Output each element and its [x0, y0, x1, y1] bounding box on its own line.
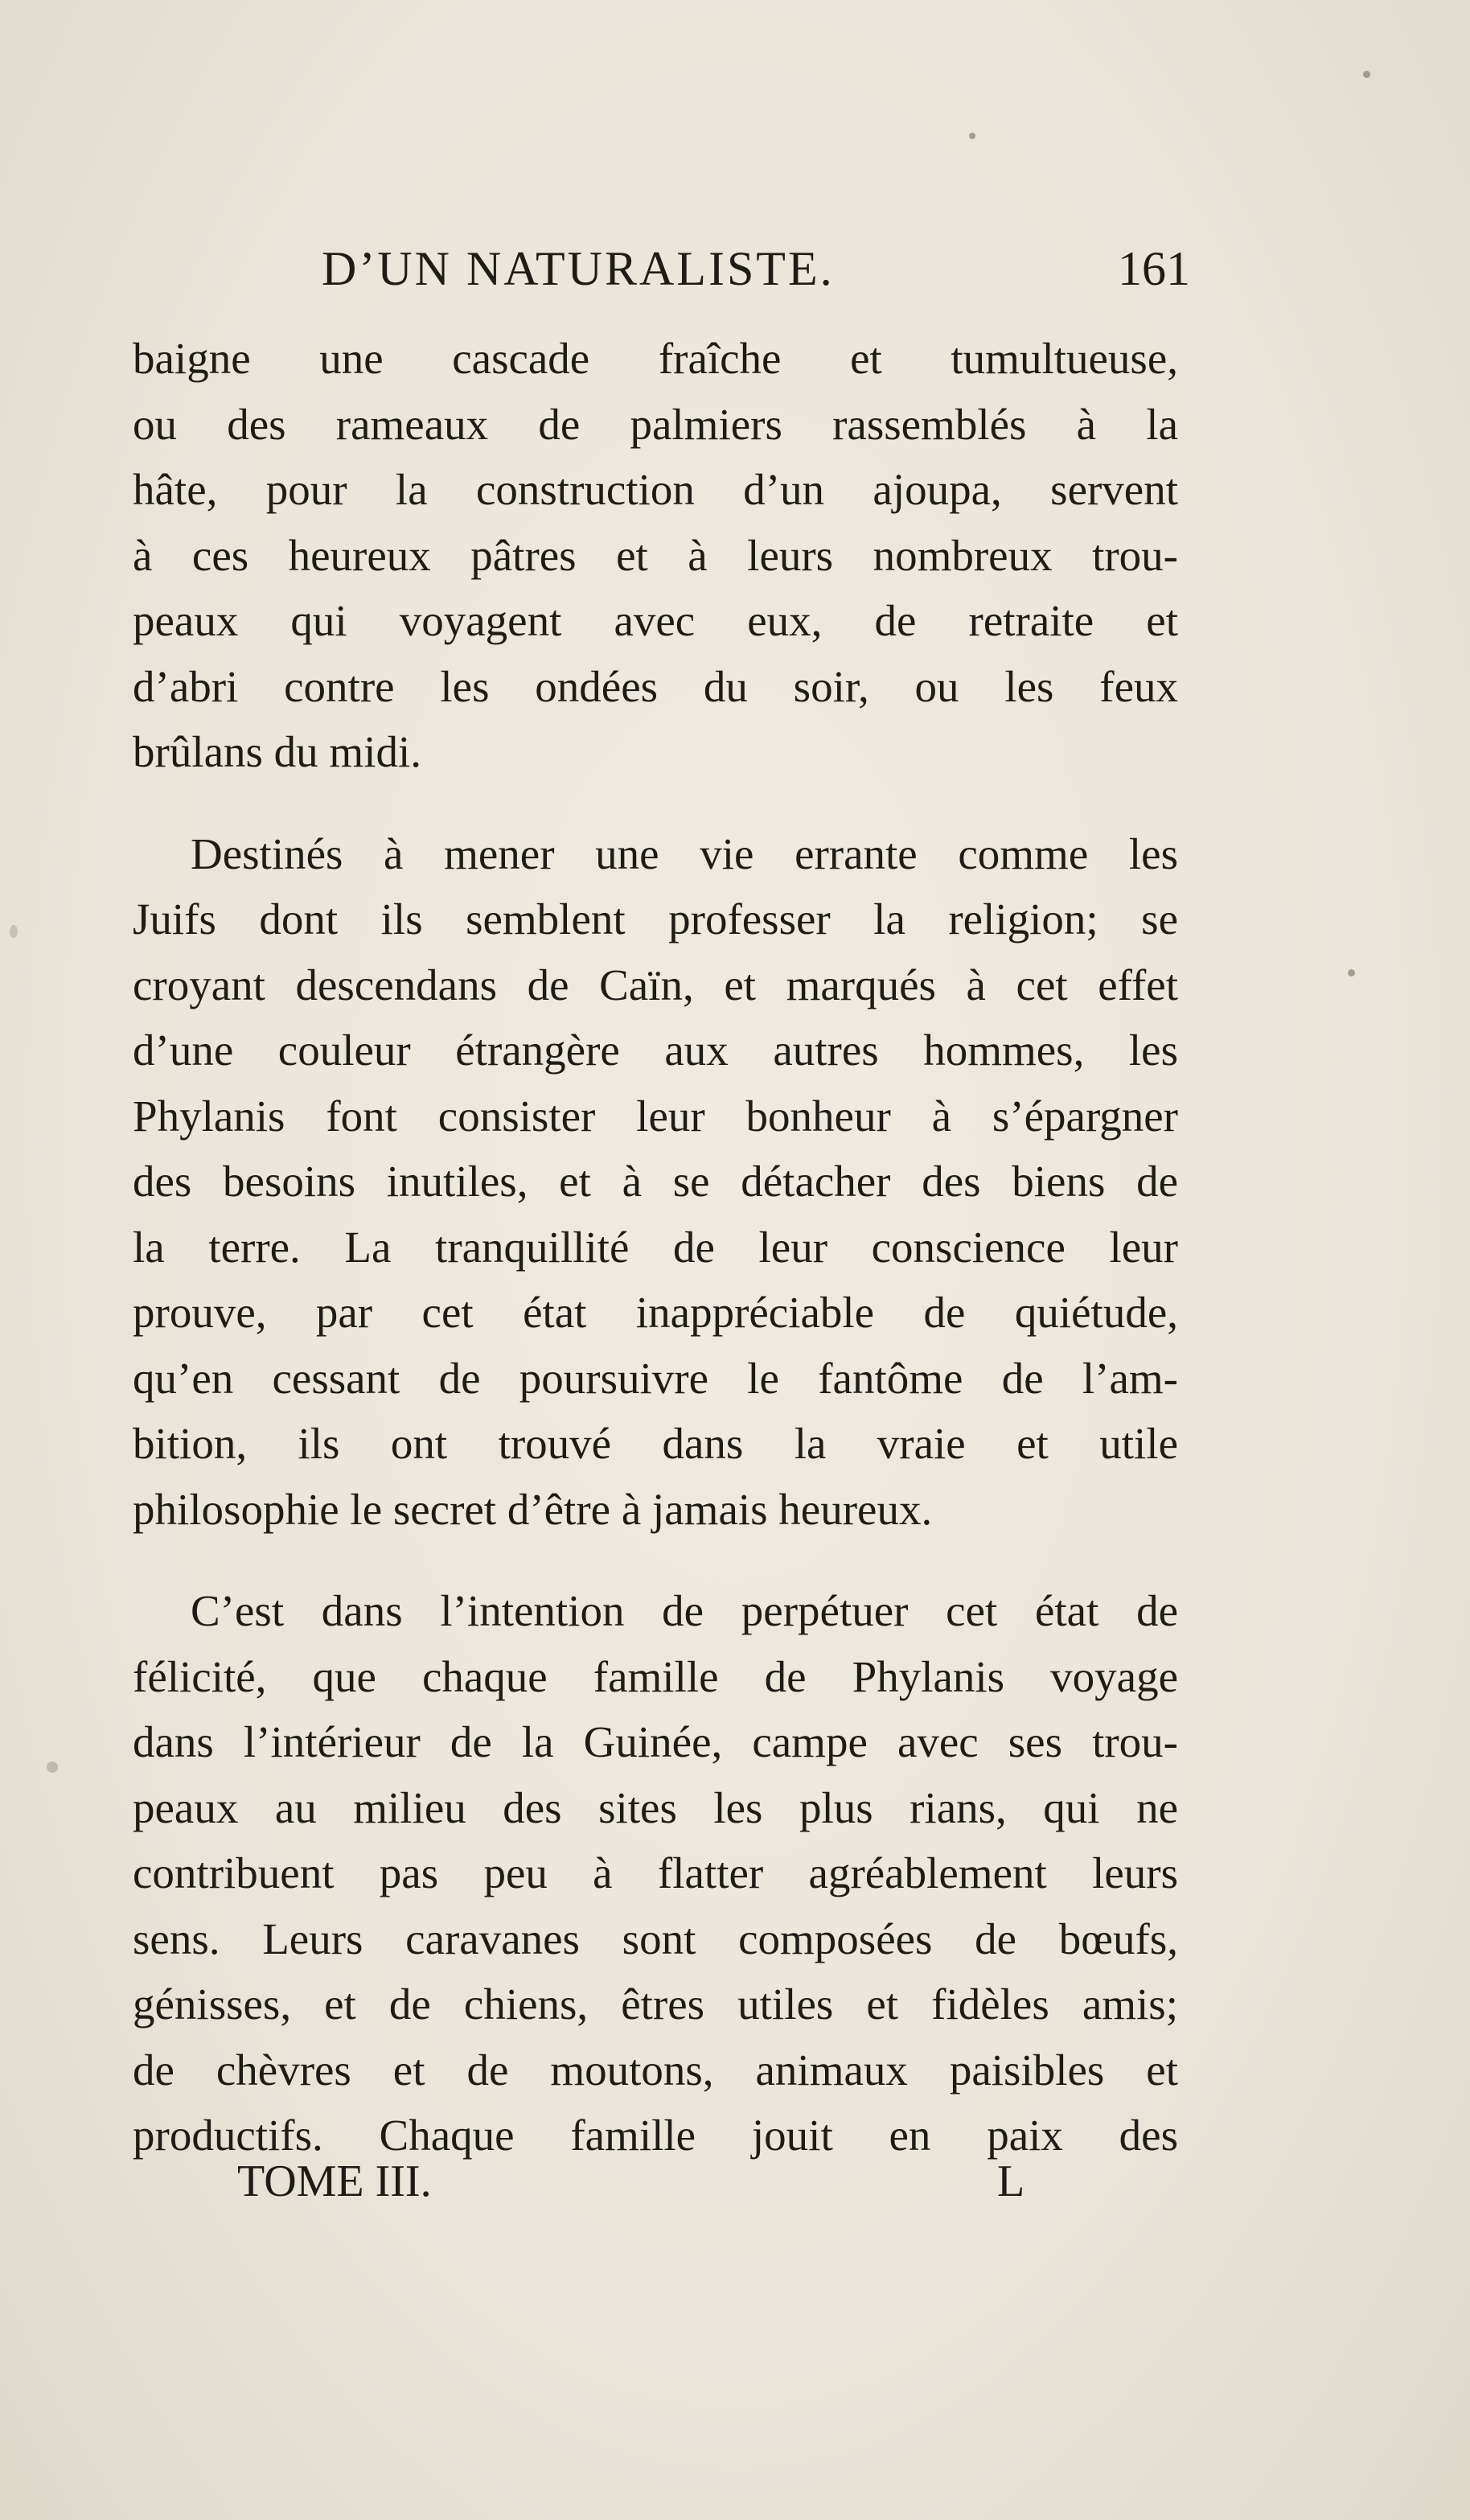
text-line: bition, ils ont trouvé dans la vraie et utile	[133, 1419, 1178, 1468]
text-line: productifs. Chaque famille jouit en paix des	[133, 2111, 1178, 2160]
text-line: Phylanis font consister leur bonheur à s’épargner	[133, 1091, 1178, 1141]
page-number: 161	[1118, 242, 1190, 295]
text-line: sens. Leurs caravanes sont composées de bœufs,	[133, 1914, 1178, 1963]
text-line: C’est dans l’intention de perpétuer cet état de	[191, 1586, 1178, 1635]
text-line: qu’en cessant de poursuivre le fantôme de l’am-	[133, 1353, 1178, 1403]
ink-speck	[10, 925, 18, 938]
body-text	[133, 326, 1178, 2169]
paragraph-gap	[133, 785, 1178, 821]
text-line: croyant descendans de Caïn, et marqués à cet effet	[133, 960, 1178, 1009]
text-line: d’une couleur étrangère aux autres hommes, les	[133, 1026, 1178, 1075]
text-line: contribuent pas peu à flatter agréablement leurs	[133, 1848, 1178, 1897]
page-header	[129, 241, 1190, 306]
page-footer	[237, 2156, 1041, 2220]
text-line: hâte, pour la construction d’un ajoupa, servent	[133, 465, 1178, 514]
signature-mark: L	[997, 2156, 1025, 2206]
text-line: d’abri contre les ondées du soir, ou les feux	[133, 661, 1178, 711]
text-line: des besoins inutiles, et à se détacher des biens de	[133, 1157, 1178, 1206]
text-line: Juifs dont ils semblent professer la religion; se	[133, 894, 1178, 943]
paragraph	[133, 1578, 1178, 2169]
text-line: Destinés à mener une vie errante comme les	[191, 828, 1178, 878]
text-line: génisses, et de chiens, êtres utiles et fidèles amis;	[133, 1979, 1178, 2029]
text-line: à ces heureux pâtres et à leurs nombreux trou-	[133, 530, 1178, 580]
text-line: brûlans du midi.	[133, 727, 422, 776]
text-line: ou des rameaux de palmiers rassemblés à la	[133, 399, 1178, 449]
paragraph	[133, 326, 1178, 785]
text-line: de chèvres et de moutons, animaux paisibles et	[133, 2045, 1178, 2095]
running-title: D’UN NATURALISTE.	[322, 242, 835, 295]
ink-speck	[1348, 969, 1355, 976]
text-line: peaux au milieu des sites les plus rians, qui ne	[133, 1782, 1178, 1832]
text-line: félicité, que chaque famille de Phylanis voyage	[133, 1651, 1178, 1701]
ink-speck	[969, 133, 975, 139]
paragraph	[133, 821, 1178, 1543]
text-line: dans l’intérieur de la Guinée, campe avec ses trou-	[133, 1717, 1178, 1766]
ink-speck	[1363, 71, 1370, 78]
text-line: baigne une cascade fraîche et tumultueuse,	[133, 334, 1178, 383]
text-line: la terre. La tranquillité de leur conscience leur	[133, 1222, 1178, 1272]
volume-label: TOME III.	[237, 2156, 432, 2206]
paragraph-gap	[133, 1542, 1178, 1578]
text-line: philosophie le secret d’être à jamais heureux.	[133, 1484, 933, 1534]
text-line: prouve, par cet état inappréciable de quiétude,	[133, 1288, 1178, 1337]
text-line: peaux qui voyagent avec eux, de retraite et	[133, 596, 1178, 645]
ink-speck	[47, 1762, 58, 1773]
